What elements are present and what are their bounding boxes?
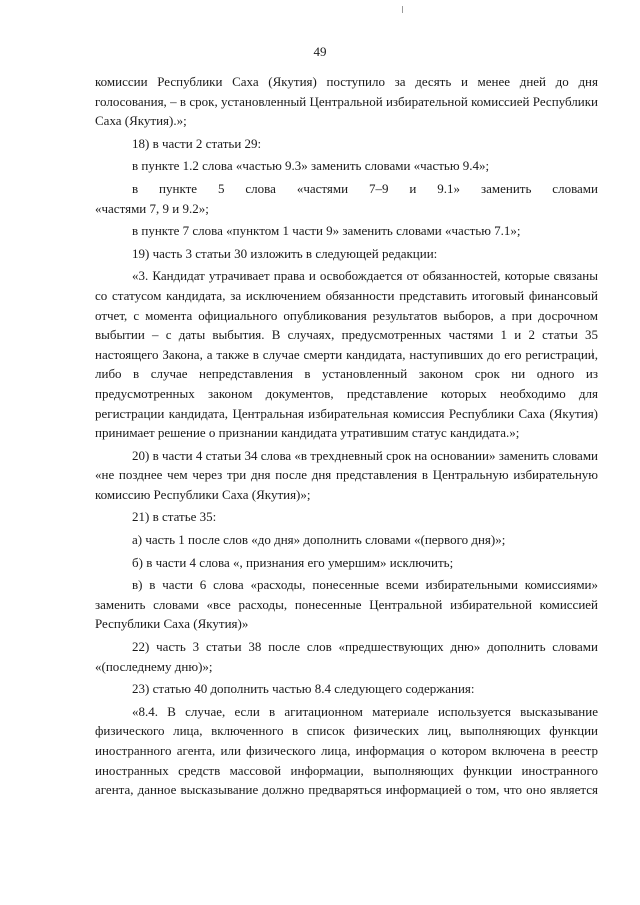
text-line: 20) в части 4 статьи 34 слова «в трехдневный срок на основании» заменить словами <box>132 447 598 463</box>
text-line: 19) часть 3 статьи 30 изложить в следующей редакции: <box>132 245 438 261</box>
text-line: Саха (Якутия).»; <box>95 113 187 129</box>
text-line: б) в части 4 слова «, признания его умершим» исключить; <box>132 554 454 570</box>
text-line: выбытии – с даты выбытия. В случаях, предусмотренных частями 1 и 2 статьи 35 <box>95 327 598 343</box>
text-line: комиссии Республики Саха (Якутия) поступило за десять и менее дней до дня <box>95 74 598 89</box>
text-line: голосования, – в срок, установленный Центральной избирательной комиссией Республики <box>95 93 598 109</box>
text-line: Республики Саха (Якутия)» <box>95 616 249 632</box>
text-line: 18) в части 2 статьи 29: <box>132 135 262 151</box>
text-line: отчет, с момента официального опубликования результатов выборов, а при досрочном <box>95 307 598 323</box>
text-line: «не позднее чем через три дня после дня представления в Центральную избирательную <box>95 467 598 483</box>
text-line: 23) статью 40 дополнить частью 8.4 следующего содержания: <box>132 681 475 697</box>
text-line: предусмотренных законом документов, представление которых необходимо для <box>95 385 598 401</box>
text-line: 22) часть 3 статьи 38 после слов «предшествующих дню» дополнить словами <box>132 639 598 655</box>
text-line: «8.4. В случае, если в агитационном материале используется высказывание <box>132 703 598 719</box>
text-line: регистрации кандидата, Центральная избирательная комиссия Республики Саха (Якутия) <box>95 405 598 421</box>
text-line: а) часть 1 после слов «до дня» дополнить словами «(первого дня)»; <box>132 532 506 548</box>
text-line: иностранных средств массовой информации, выполняющих функции иностранного <box>95 762 598 778</box>
text-line: физического лица, включенного в список физических лиц, выполняющих функции <box>95 723 598 739</box>
scan-artifact-mark <box>402 6 403 13</box>
text-line: «(последнему дню)»; <box>95 658 213 674</box>
text-line: иностранного агента, или физического лица, информация о котором включена в реестр <box>95 743 598 758</box>
text-line: комиссию Республики Саха (Якутия)»; <box>95 486 311 502</box>
text-line: «частями 7, 9 и 9.2»; <box>95 200 209 216</box>
text-line: в) в части 6 слова «расходы, понесенные всеми избирательными комиссиями» <box>132 577 598 593</box>
text-line: в пункте 7 слова «пунктом 1 части 9» заменить словами «частью 7.1»; <box>132 223 521 239</box>
text-line: «3. Кандидат утрачивает права и освобождается от обязанностей, которые связаны <box>132 268 598 284</box>
text-line: со статусом кандидата, за исключением обязанности представить итоговый финансовый <box>95 287 598 303</box>
text-line: в пункте 5 слова «частями 7–9 и 9.1» заменить словами <box>132 180 598 196</box>
document-body <box>95 72 598 800</box>
text-line: настоящего Закона, а также в случае смерти кандидата, наступивших до его регистрации, <box>95 346 598 362</box>
text-line: принимает решение о признании кандидата утратившим статус кандидата.»; <box>95 425 520 441</box>
text-line: заменить словами «все расходы, понесенные Центральной избирательной комиссией <box>95 596 598 612</box>
text-line: в пункте 1.2 слова «частью 9.3» заменить словами «частью 9.4»; <box>132 158 490 174</box>
text-line: агента, данное высказывание должно предваряться информацией о том, что оно является <box>95 782 598 798</box>
text-line: 21) в статье 35: <box>132 509 217 525</box>
page-number: 49 <box>313 44 327 59</box>
text-line: либо в случае непредставления в установленный законом срок ни одного из <box>95 366 598 382</box>
